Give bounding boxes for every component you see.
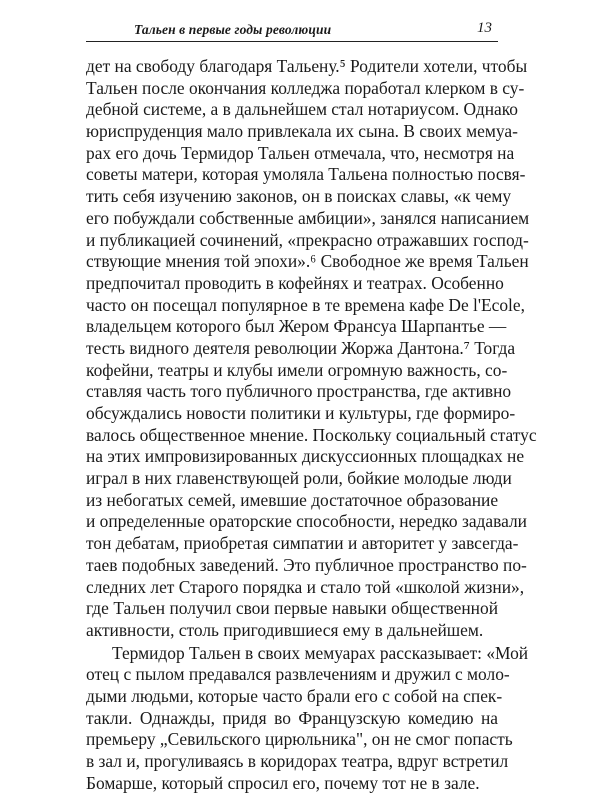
text-line: таев подобных заведений. Это публичное пространство по- xyxy=(86,554,527,575)
text-line: премьеру „Севильского цирюльника", он не смог попасть xyxy=(86,729,513,750)
text-line: дет на свободу благодаря Тальену.⁵ Родители хотели, чтобы xyxy=(86,56,528,76)
text-line: ставляя часть того публичного пространства, где активно xyxy=(86,381,512,402)
text-line: играл в них главенствующей роли, бойкие молодые люди xyxy=(86,468,512,489)
text-line: в зал и, прогуливаясь в коридорах театра, вдруг встретил xyxy=(86,751,509,771)
paragraph xyxy=(86,56,537,642)
text-line: валось общественное мнение. Поскольку социальный статус xyxy=(86,424,537,445)
text-line: Тальен после окончания колледжа поработал клерком в су- xyxy=(86,77,525,98)
text-line: тесть видного деятеля революции Жоржа Дантона.⁷ Тогда xyxy=(86,337,516,358)
text-line: кофейни, театры и клубы имели огромную важность, со- xyxy=(86,359,508,380)
text-line: тить себя изучению законов, он в поисках славы, «к чему xyxy=(86,186,512,207)
text-line: тон дебатам, приобретая симпатии и авторитет у завсегда- xyxy=(86,533,519,554)
text-line: дебной системе, а в дальнейшем стал нотариусом. Однако xyxy=(86,99,518,120)
text-line: и определенные ораторские способности, нередко задавали xyxy=(86,511,527,532)
text-line: предпочитал проводить в кофейнях и театрах. Особенно xyxy=(86,272,504,293)
running-header xyxy=(86,19,498,42)
text-line: обсуждались новости политики и культуры, где формиро- xyxy=(86,403,516,423)
text-line: следних лет Старого порядка и стало той «школой жизни», xyxy=(86,576,525,597)
text-line: рах его дочь Термидор Тальен отмечала, что, несмотря на xyxy=(86,142,515,163)
text-line: отец с пылом предавался развлечениям и дружил с моло- xyxy=(86,664,510,685)
text-line: и публикацией сочинений, «прекрасно отражавших господ- xyxy=(86,229,529,250)
text-line: советы матери, которая умоляла Тальена полностью посвя- xyxy=(86,164,526,185)
text-line: активности, столь пригодившиеся ему в дальнейшем. xyxy=(86,619,484,640)
page-body xyxy=(86,56,537,794)
text-line: такли. Однажды, придя во Французскую комедию на xyxy=(86,707,498,728)
text-line: из небогатых семей, имевшие достаточное образование xyxy=(86,489,499,510)
text-line: его побуждали собственные амбиции», занялся написанием xyxy=(86,207,530,228)
running-header-title: Тальен в первые годы революции xyxy=(134,22,332,37)
text-line: юриспруденция мало привлекала их сына. В своих мемуа- xyxy=(86,121,518,142)
text-line: Бомарше, который спросил его, почему тот не в зале. xyxy=(86,772,480,793)
text-line: ствующие мнения той эпохи».⁶ Свободное же время Тальен xyxy=(86,251,529,272)
text-line: дыми людьми, которые часто брали его с собой на спек- xyxy=(86,685,503,706)
text-line: часто он посещал популярное в те времена кафе De l'Ecole, xyxy=(86,294,525,315)
text-line: на этих импровизированных дискуссионных площадках не xyxy=(86,446,525,467)
text-line: владельцем которого был Жером Франсуа Шарпантье — xyxy=(86,316,507,337)
page-number: 13 xyxy=(477,20,492,36)
text-line: Термидор Тальен в своих мемуарах рассказывает: «Мой xyxy=(112,642,529,663)
text-line: где Тальен получил свои первые навыки общественной xyxy=(86,598,498,619)
paragraph xyxy=(86,642,529,794)
